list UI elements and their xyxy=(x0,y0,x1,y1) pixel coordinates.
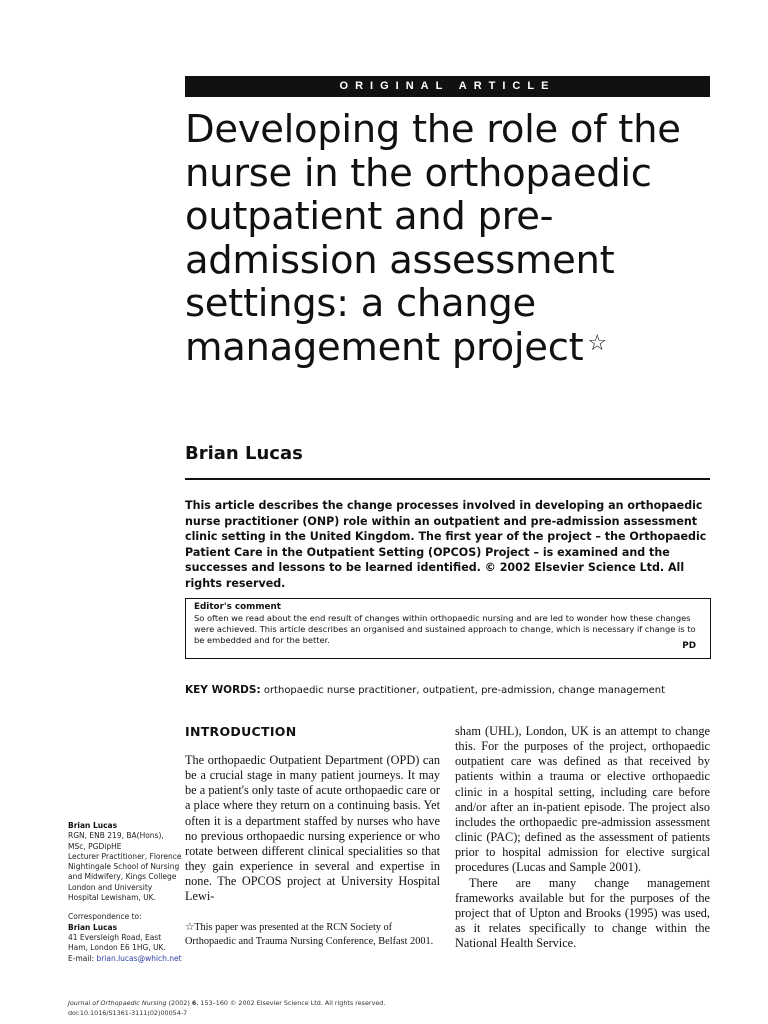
correspondence-address: 41 Eversleigh Road, East Ham, London E6 1HG, UK. xyxy=(68,932,166,953)
title-footnote-star-icon: ☆ xyxy=(587,330,607,356)
article-type-banner: ORIGINAL ARTICLE xyxy=(185,76,710,97)
author-name: Brian Lucas xyxy=(185,443,303,464)
intro-paragraph: The orthopaedic Outpatient Department (OPD) can be a crucial stage in many patient journeys. It may be a patient's only taste of acute orthopaedic care or a place where they return on a continuing basis. Yet often it is a department staffed by nurses who have no previous orthopaedic nursing experience or who rotate between different clinical specialities so that they gain experience in several and expertise in none. The OPCOS project at University Hospital Lewi- xyxy=(185,753,440,904)
footer-citation xyxy=(68,998,708,1008)
sidebar-author-name: Brian Lucas xyxy=(68,821,118,830)
section-heading-introduction: INTRODUCTION xyxy=(185,724,297,739)
correspondence-name: Brian Lucas xyxy=(68,922,118,932)
title-divider xyxy=(185,478,710,480)
footer-doi: doi:10.1016/S1361-3111(02)00054-7 xyxy=(68,1009,188,1017)
sidebar-role: Lecturer Practitioner, Florence Nightingale School of Nursing and Midwifery, Kings College London and University Hospital Lewisham, UK. xyxy=(68,851,182,903)
sidebar-spacer xyxy=(68,903,183,912)
keywords-label: KEY WORDS: xyxy=(185,684,261,696)
body-column-right xyxy=(455,724,710,951)
citation-volume: 6 xyxy=(191,999,197,1007)
citation-year: (2002) xyxy=(168,999,192,1007)
footnote: ☆This paper was presented at the RCN Society of Orthopaedic and Trauma Nursing Conference, Belfast 2001. xyxy=(185,922,434,947)
editor-signature: PD xyxy=(682,641,696,651)
change-framework-paragraph: There are many change management frameworks available but for the purposes of the project that of Upton and Brooks (1995) was used, as it relates specifically to change within the National Health Service. xyxy=(455,875,710,951)
body-column-left xyxy=(185,753,440,905)
editor-comment-heading: Editor's comment xyxy=(194,602,281,612)
article-title xyxy=(185,108,705,369)
correspondence-email xyxy=(68,954,183,964)
sidebar-credentials: RGN, ENB 219, BA(Hons), MSc, PGDipHE xyxy=(68,831,164,851)
editor-comment-box xyxy=(185,598,711,659)
keywords-text: orthopaedic nurse practitioner, outpatient, pre-admission, change management xyxy=(263,685,666,696)
editor-comment-text: So often we read about the end result of changes within orthopaedic nursing and are led to wonder how these changes were achieved. This article describes an organised and sustained approach to change, which is necessary if change is to be embedded and for the better. xyxy=(194,613,696,645)
page-footer xyxy=(68,998,708,1018)
citation-pages: , 153–160 © 2002 Elsevier Science Ltd. All rights reserved. xyxy=(196,999,386,1007)
author-info-sidebar xyxy=(68,821,183,964)
correspondence-label: Correspondence to: xyxy=(68,912,142,922)
email-link[interactable]: brian.lucas@which.net xyxy=(96,953,182,963)
abstract: This article describes the change processes involved in developing an orthopaedic nurse practitioner (ONP) role within an outpatient and pre-admission assessment clinic setting in the United Kingdom. The first year of the project – the Orthopaedic Patient Care in the Outpatient Setting (OPCOS) Project – is examined and the successes and lessons to be learned identified. © 2002 Elsevier Science Ltd. All rights reserved. xyxy=(185,499,707,590)
title-text: Developing the role of the nurse in the orthopaedic outpatient and pre-admission assessment settings: a change management project xyxy=(185,107,681,370)
email-label: E-mail: xyxy=(68,953,95,963)
intro-paragraph-continued: sham (UHL), London, UK is an attempt to change this. For the purposes of the project, orthopaedic outpatient care was defined as that received by patients within a trauma or elective orthopaedic clinic in a hospital setting, including care before and/or after an in-patient episode. The project also includes the orthopaedic pre-admission assessment clinic (PAC); defined as the assessment of patients prior to hospital admission for elective surgical procedures (Lucas and Sample 2001). xyxy=(455,724,710,875)
journal-name: Journal of Orthopaedic Nursing xyxy=(68,999,167,1007)
keywords xyxy=(185,684,710,696)
